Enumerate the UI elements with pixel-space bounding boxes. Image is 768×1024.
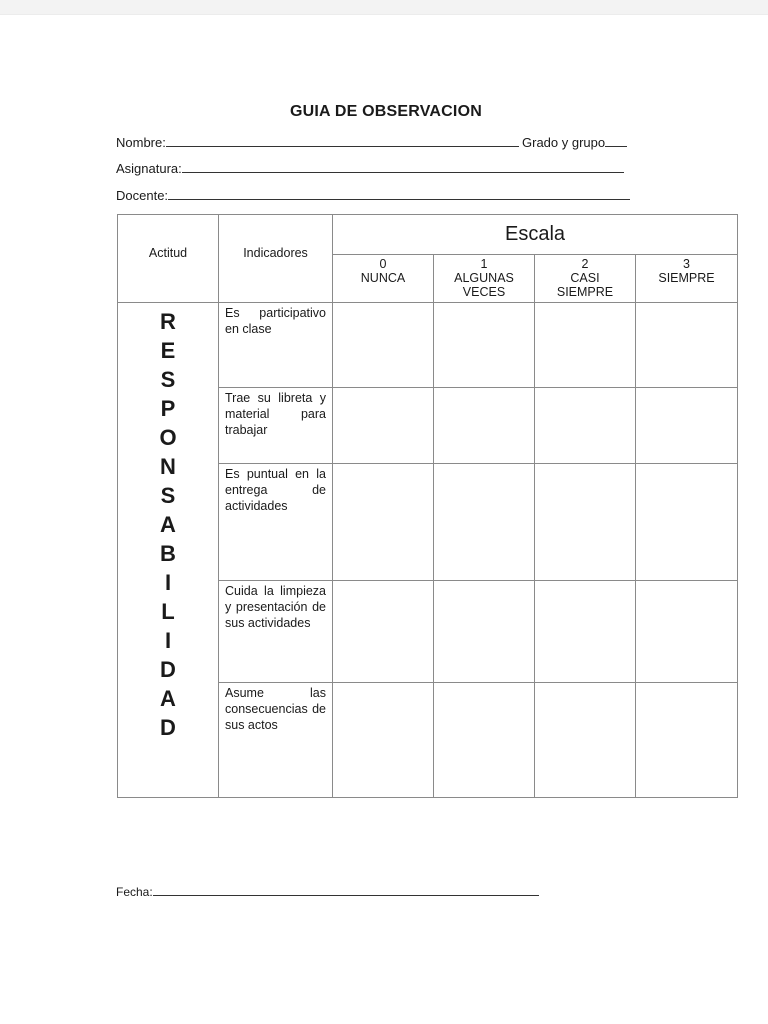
scale-header-3: 3 SIEMPRE <box>636 255 738 303</box>
asignatura-label: Asignatura: <box>116 161 182 176</box>
score-cell[interactable] <box>333 683 434 798</box>
scale-header-1: 1 ALGUNAS VECES <box>434 255 535 303</box>
score-cell[interactable] <box>434 303 535 388</box>
indicator-cell: Cuida la limpieza y presentación de sus actividades <box>219 581 333 683</box>
score-cell[interactable] <box>535 683 636 798</box>
nombre-blank-line[interactable] <box>166 136 519 147</box>
docente-blank-line[interactable] <box>168 189 630 200</box>
score-cell[interactable] <box>636 683 738 798</box>
score-cell[interactable] <box>535 464 636 581</box>
score-cell[interactable] <box>636 303 738 388</box>
score-cell[interactable] <box>434 388 535 464</box>
fecha-label: Fecha: <box>116 885 153 899</box>
score-cell[interactable] <box>333 388 434 464</box>
indicator-cell: Es puntual en la entrega de actividades <box>219 464 333 581</box>
indicator-cell: Trae su libreta y material para trabajar <box>219 388 333 464</box>
score-cell[interactable] <box>333 303 434 388</box>
score-cell[interactable] <box>636 464 738 581</box>
table-row <box>118 303 738 388</box>
grado-label: Grado y grupo <box>522 135 606 150</box>
header-actitud: Actitud <box>118 215 219 303</box>
score-cell[interactable] <box>434 683 535 798</box>
attitude-vertical-label: R E S P O N S A B I L I D A D <box>118 303 219 798</box>
indicator-cell: Asume las consecuencias de sus actos <box>219 683 333 798</box>
fecha-field <box>116 885 539 899</box>
grado-blank-line[interactable] <box>605 136 627 147</box>
document-title: GUIA DE OBSERVACION <box>290 103 482 120</box>
score-cell[interactable] <box>434 464 535 581</box>
score-cell[interactable] <box>333 464 434 581</box>
scale-header-0: 0 NUNCA <box>333 255 434 303</box>
header-indicadores: Indicadores <box>219 215 333 303</box>
docente-label: Docente: <box>116 188 169 203</box>
asignatura-field <box>116 161 624 176</box>
score-cell[interactable] <box>535 581 636 683</box>
grado-field <box>522 135 627 150</box>
observation-table <box>117 214 738 798</box>
scale-header-2: 2 CASI SIEMPRE <box>535 255 636 303</box>
score-cell[interactable] <box>434 581 535 683</box>
nombre-field <box>116 135 519 150</box>
asignatura-blank-line[interactable] <box>182 162 624 173</box>
indicator-cell: Es participativo en clase <box>219 303 333 388</box>
score-cell[interactable] <box>636 388 738 464</box>
score-cell[interactable] <box>535 303 636 388</box>
score-cell[interactable] <box>636 581 738 683</box>
nombre-label: Nombre: <box>116 135 166 150</box>
docente-field <box>116 188 630 203</box>
fecha-blank-line[interactable] <box>153 885 539 896</box>
score-cell[interactable] <box>333 581 434 683</box>
header-escala: Escala <box>333 215 738 255</box>
score-cell[interactable] <box>535 388 636 464</box>
